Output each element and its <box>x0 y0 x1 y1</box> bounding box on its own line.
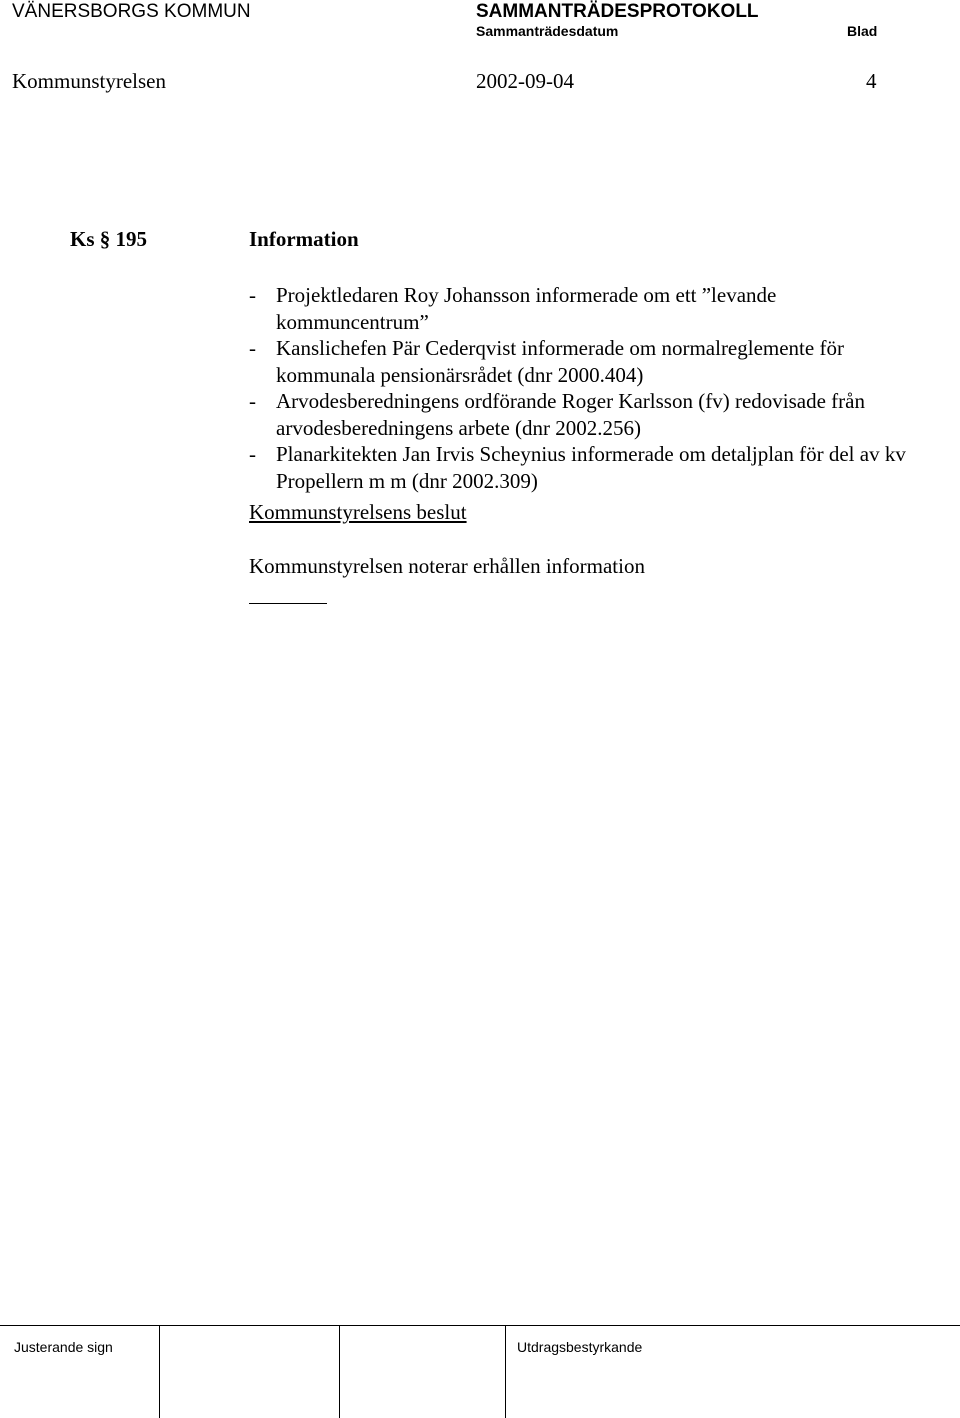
footer-divider <box>339 1326 340 1418</box>
page-label: Blad <box>847 23 878 39</box>
list-item-text: Kanslichefen Pär Cederqvist informerade om normalreglemente för kommunala pensionärsrådet (dnr 2000.404) <box>276 336 844 387</box>
list-item <box>249 282 909 335</box>
list-marker: - <box>249 442 256 466</box>
list-item <box>249 388 909 441</box>
meeting-date-label: Sammanträdesdatum <box>476 23 619 39</box>
list-item-text: Projektledaren Roy Johansson informerade om ett ”levande kommuncentrum” <box>276 283 777 334</box>
information-list <box>249 282 909 494</box>
list-item-text: Arvodesberedningens ordförande Roger Karlsson (fv) redovisade från arvodesberedningens arbete (dnr 2002.256) <box>276 389 865 440</box>
organ-name: Kommunstyrelsen <box>12 69 166 93</box>
meeting-date: 2002-09-04 <box>476 69 574 93</box>
list-marker: - <box>249 336 256 360</box>
municipality-name: VÄNERSBORGS KOMMUN <box>12 1 251 22</box>
decision-text: Kommunstyrelsen noterar erhållen information <box>249 554 645 578</box>
list-item <box>249 441 909 494</box>
list-marker: - <box>249 283 256 307</box>
list-item-text: Planarkitekten Jan Irvis Scheynius informerade om detaljplan för del av kv Propellern m m (dnr 2002.309) <box>276 442 906 493</box>
section-title: Information <box>249 227 359 251</box>
document-type: SAMMANTRÄDESPROTOKOLL <box>476 1 759 22</box>
paragraph-number: Ks § 195 <box>70 227 148 251</box>
footer-signature-box <box>0 1325 960 1418</box>
footer-divider <box>505 1326 506 1418</box>
signature-label: Justerande sign <box>14 1339 113 1355</box>
decision-heading: Kommunstyrelsens beslut <box>249 500 467 524</box>
page-number: 4 <box>866 69 877 93</box>
end-rule <box>249 603 327 604</box>
list-marker: - <box>249 389 256 413</box>
list-item <box>249 335 909 388</box>
footer-divider <box>159 1326 160 1418</box>
certification-label: Utdragsbestyrkande <box>517 1339 643 1355</box>
